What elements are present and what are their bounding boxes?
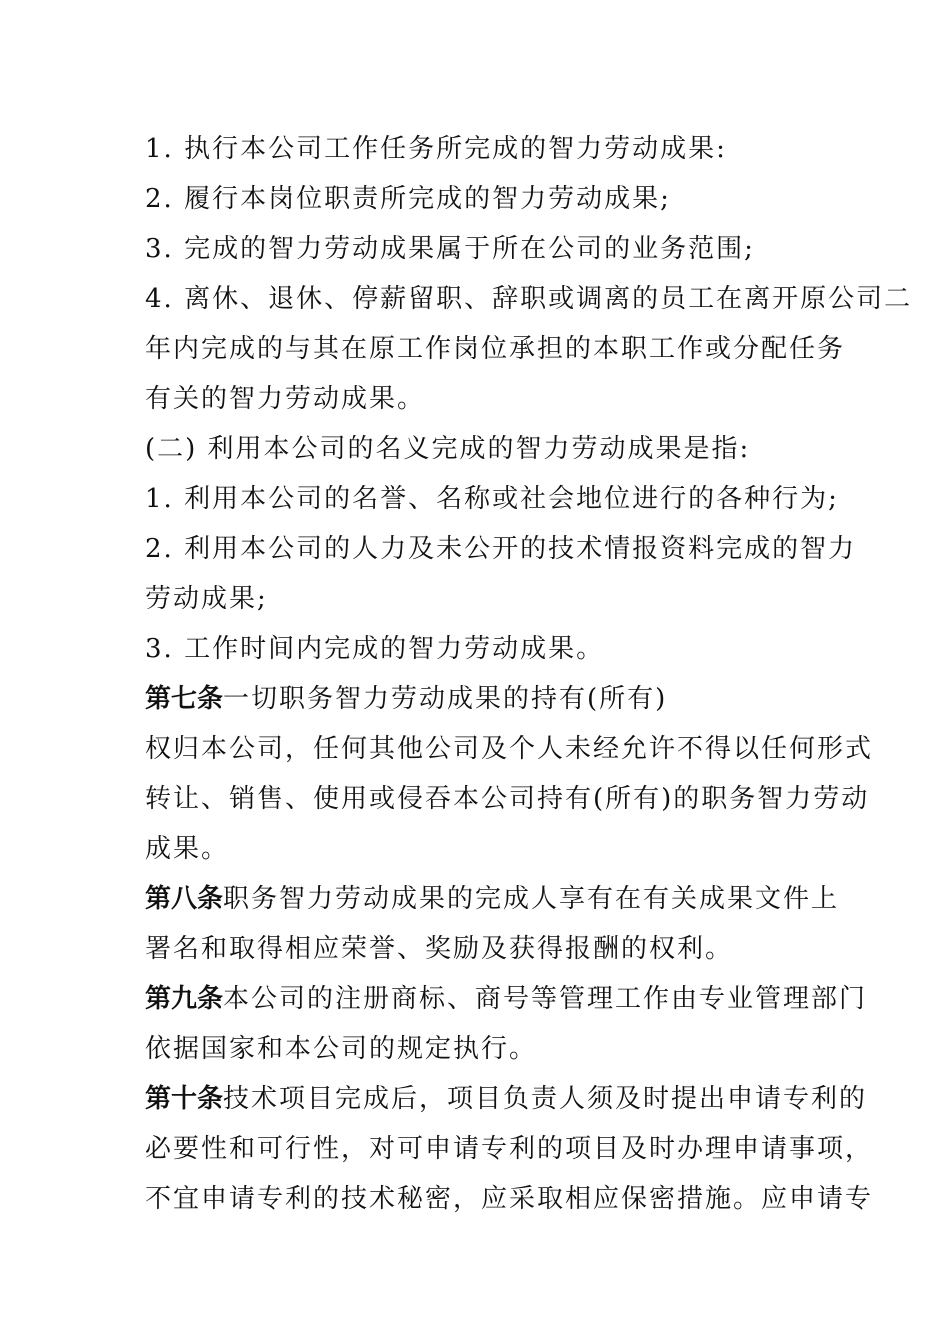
text-line: 必要性和可行性，对可申请专利的项目及时办理申请事项， <box>145 1134 874 1164</box>
article-9 <box>145 979 868 1019</box>
article-text: 技术项目完成后，项目负责人须及时提出申请专利的 <box>223 1084 868 1114</box>
text-line: 4. 离休、退休、停薪留职、辞职或调离的员工在离开原公司二 <box>145 284 913 314</box>
text-line: 2. 履行本岗位职责所完成的智力劳动成果; <box>145 184 671 214</box>
text-line: 成果。 <box>145 834 230 864</box>
article-7 <box>145 679 815 719</box>
text-line: 1. 执行本公司工作任务所完成的智力劳动成果: <box>145 134 727 164</box>
text-line: 署名和取得相应荣誉、奖励及获得报酬的权利。 <box>145 934 734 964</box>
text-line: 3. 完成的智力劳动成果属于所在公司的业务范围; <box>145 234 755 264</box>
article-label: 第八条 <box>145 884 224 914</box>
article-text: 本公司的注册商标、商号等管理工作由专业管理部门 <box>223 984 868 1014</box>
section-heading: (二) 利用本公司的名义完成的智力劳动成果是指: <box>145 434 751 464</box>
text-line: 3. 工作时间内完成的智力劳动成果。 <box>145 634 605 664</box>
article-text: 一切职务智力劳动成果的持有(所有) <box>223 684 668 714</box>
text-line: 劳动成果; <box>145 584 268 614</box>
article-8 <box>145 879 840 919</box>
text-line: 转让、销售、使用或侵吞本公司持有(所有)的职务智力劳动 <box>145 784 870 814</box>
text-line: 年内完成的与其在原工作岗位承担的本职工作或分配任务 <box>145 334 846 364</box>
article-label: 第七条 <box>145 684 224 714</box>
article-text: 职务智力劳动成果的完成人享有在有关成果文件上 <box>223 884 840 914</box>
text-line: 2. 利用本公司的人力及未公开的技术情报资料完成的智力 <box>145 534 857 564</box>
article-10 <box>145 1079 868 1119</box>
text-line: 不宜申请专利的技术秘密，应采取相应保密措施。应申请专 <box>145 1184 874 1214</box>
article-label: 第十条 <box>145 1084 224 1114</box>
text-line: 有关的智力劳动成果。 <box>145 384 426 414</box>
text-line: 权归本公司，任何其他公司及个人未经允许不得以任何形式 <box>145 734 874 764</box>
text-line: 依据国家和本公司的规定执行。 <box>145 1034 538 1064</box>
article-label: 第九条 <box>145 984 224 1014</box>
text-line: 1. 利用本公司的名誉、名称或社会地位进行的各种行为; <box>145 484 839 514</box>
